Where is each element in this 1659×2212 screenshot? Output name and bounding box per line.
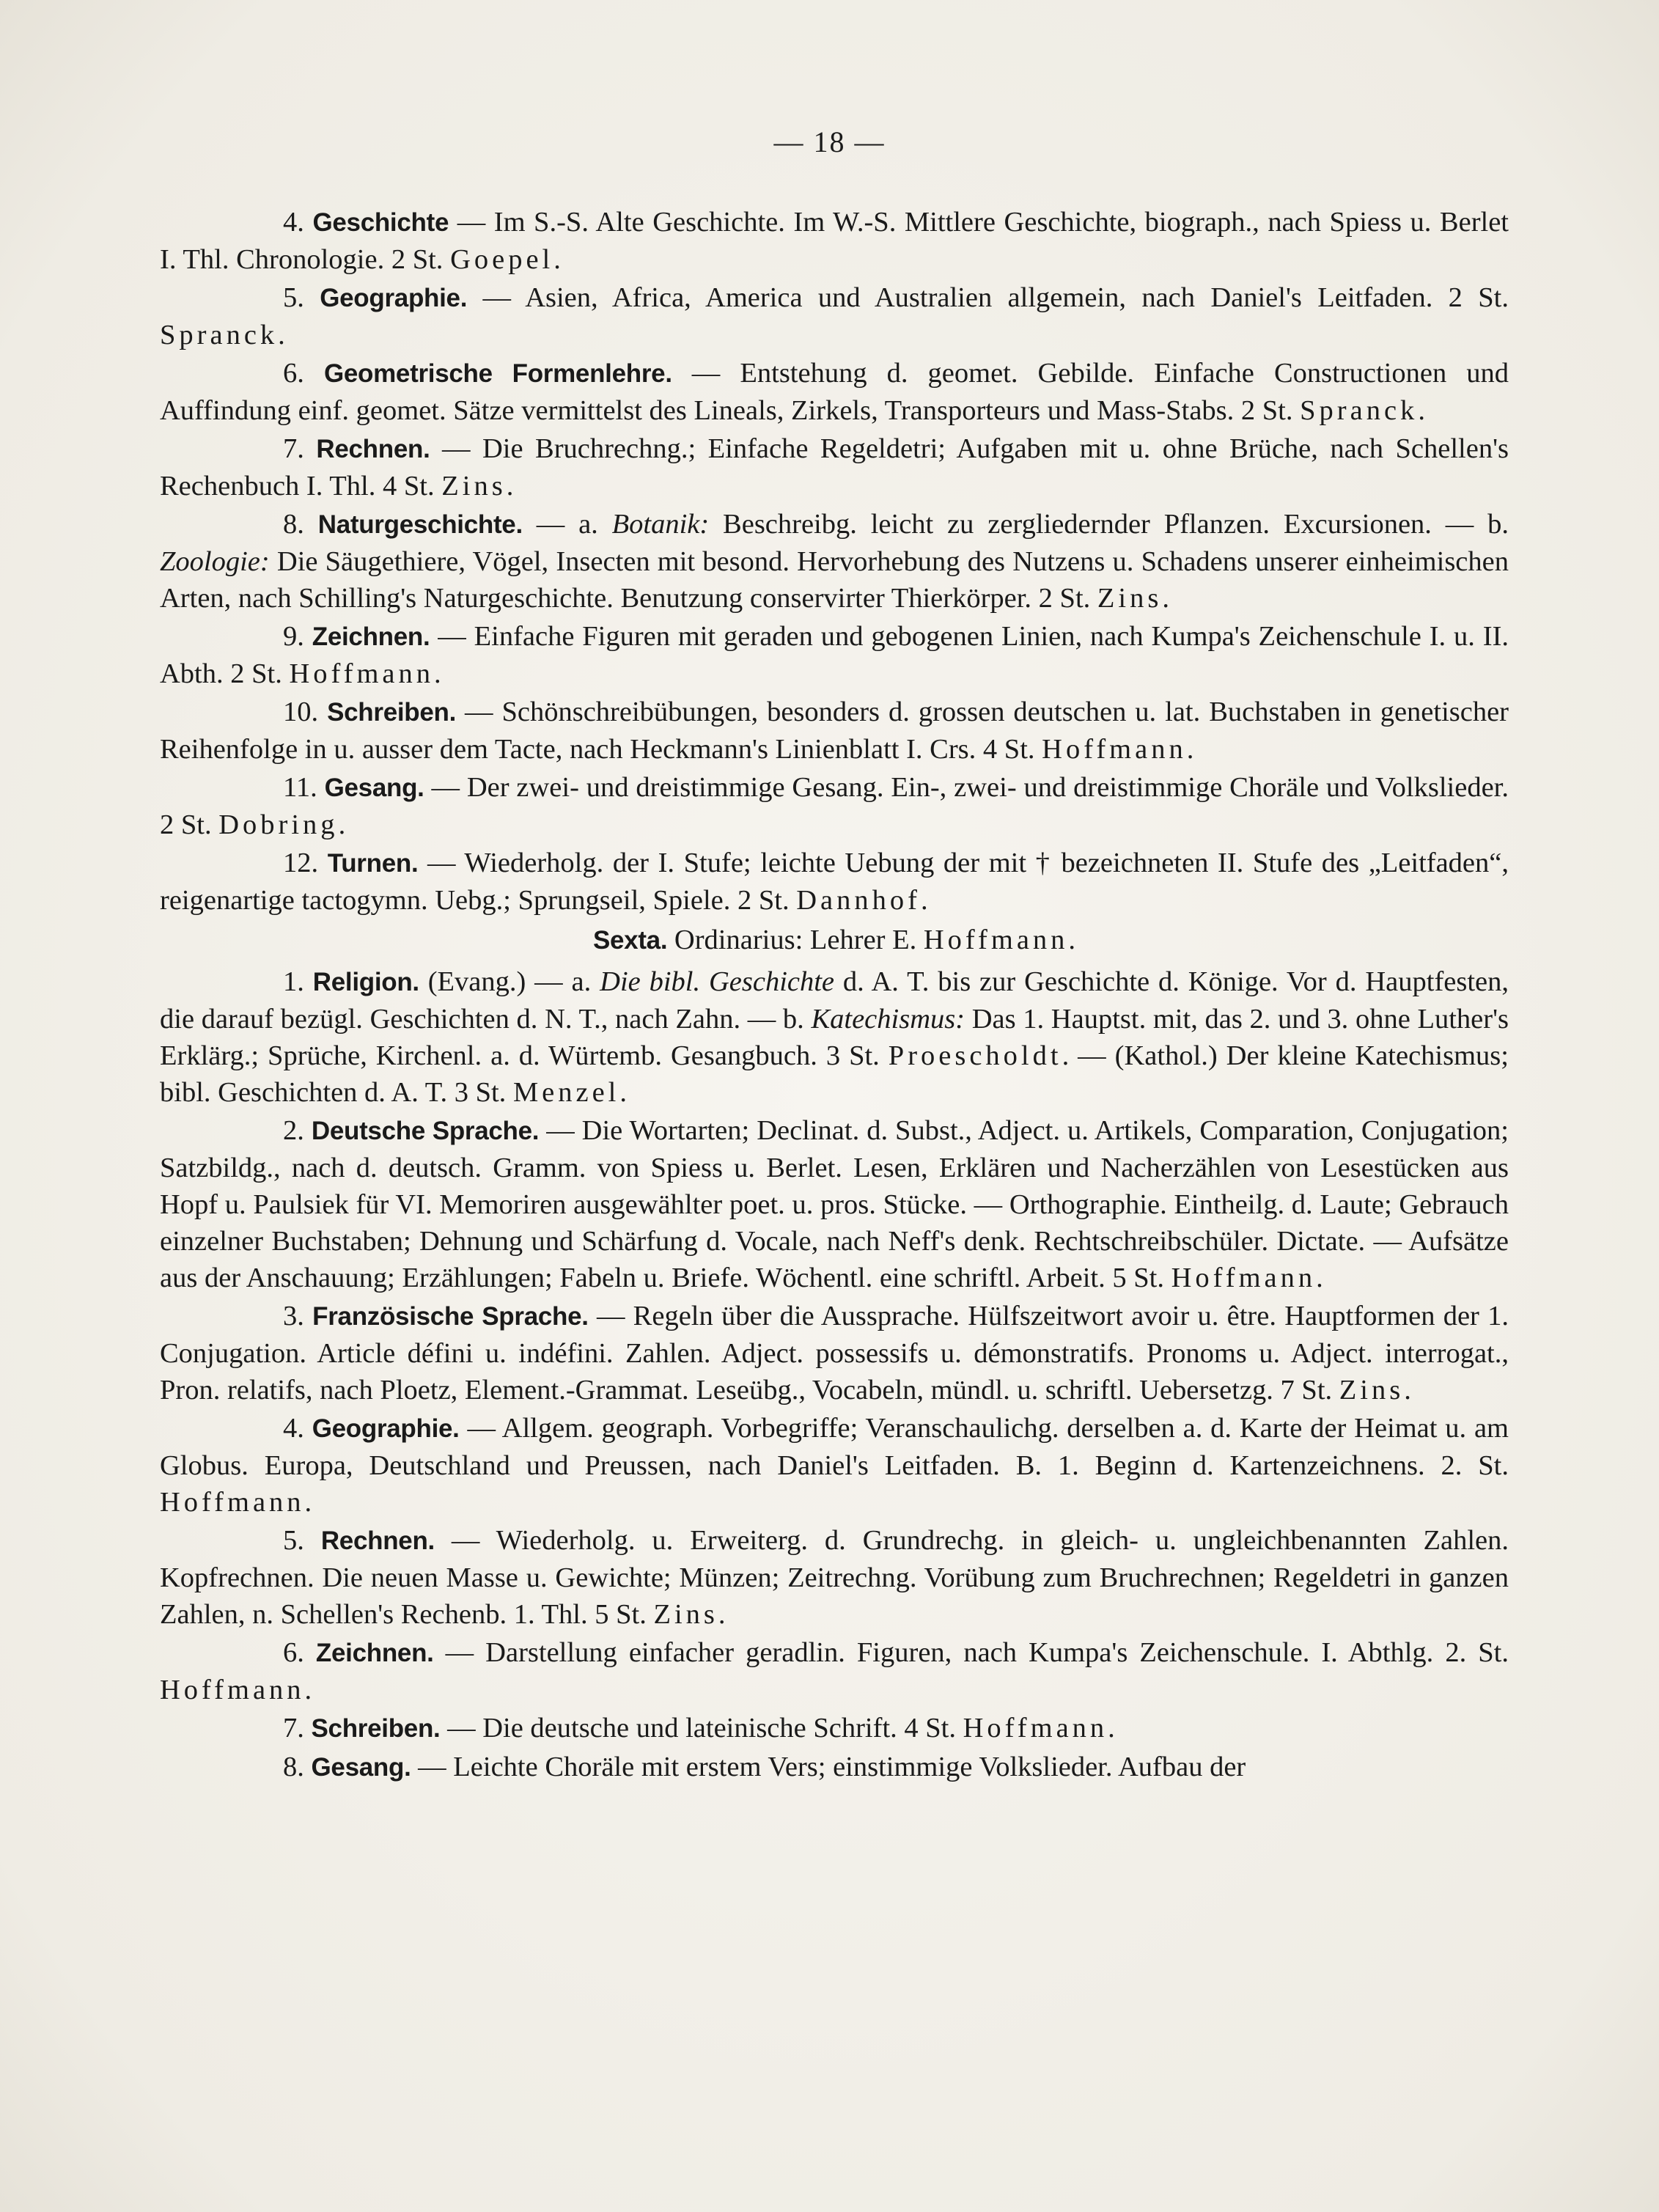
teacher-name: Hoffmann	[289, 658, 435, 689]
subject-paragraph	[160, 1749, 1509, 1786]
teacher-name: Spranck	[160, 320, 279, 350]
text-run: 4.	[283, 1413, 312, 1444]
text-run: — Die Bruchrechng.; Einfache Regeldetri; Aufgaben mit u. ohne Brüche, nach Schellen's Rechenbuch I. Thl. 4 St.	[160, 433, 1509, 501]
subject-paragraph	[160, 355, 1509, 429]
text-run: .	[338, 809, 346, 840]
text-run: — Entstehung d. geomet. Gebilde. Einfache Constructionen und Auffindung einf. geomet. Sätze vermittelst des Lineals, Zirkels, Transporteurs und Mass-Stabs. 2 St.	[160, 358, 1509, 426]
teacher-name: Zins	[1339, 1375, 1405, 1406]
teacher-name: Zins	[441, 471, 507, 501]
subject-heading: Gesang.	[324, 774, 424, 802]
text-run: .	[1068, 925, 1076, 955]
sexta-heading	[160, 922, 1509, 959]
page-number: — 18 —	[773, 125, 886, 158]
quinta-section	[160, 204, 1509, 919]
subject-heading: Geometrische Formenlehre.	[323, 359, 672, 388]
subject-heading: Schreiben.	[327, 698, 457, 727]
text-run: .	[619, 1077, 628, 1108]
text-run: . — (Kathol.) Der kleine Katechismus; bibl. Geschichten d. A. T. 3 St.	[160, 1040, 1509, 1108]
subject-paragraph	[160, 279, 1509, 353]
teacher-name: Zins	[653, 1599, 718, 1630]
subject-heading: Naturgeschichte.	[317, 510, 523, 539]
text-run: .	[920, 885, 928, 916]
teacher-name: Hoffmann	[1042, 734, 1187, 765]
subject-heading: Religion.	[312, 968, 419, 996]
text-run: — Allgem. geograph. Vorbegriffe; Veranschaulichg. derselben a. d. Karte der Heimat u. am Globus. Europa, Deutschland und Preussen, nach Daniel's Leitfaden. B. 1. Beginn d. Kartenzeichnens. 2. St.	[160, 1413, 1509, 1481]
text-run: 1.	[283, 966, 313, 997]
text-run: .	[304, 1675, 312, 1705]
text-run: .	[1404, 1375, 1411, 1406]
text-run: 12.	[283, 848, 328, 878]
text-run: 11.	[283, 772, 325, 803]
teacher-name: Hoffmann	[923, 925, 1069, 955]
subject-heading: Französische Sprache.	[312, 1302, 589, 1331]
topic-label: Zoologie:	[160, 546, 270, 577]
subject-heading: Schreiben.	[311, 1714, 441, 1743]
text-run: .	[1418, 395, 1425, 426]
subject-paragraph	[160, 1634, 1509, 1708]
subject-heading: Rechnen.	[320, 1526, 435, 1555]
topic-label: Die bibl. Geschichte	[600, 966, 835, 997]
topic-label: Botanik:	[611, 509, 710, 540]
text-run: .	[1186, 734, 1194, 765]
text-run: 10.	[283, 697, 328, 727]
subject-heading: Rechnen.	[316, 435, 430, 463]
teacher-name: Hoffmann	[963, 1713, 1108, 1743]
subject-heading: Sexta.	[592, 926, 668, 955]
text-run: — Darstellung einfacher geradlin. Figuren, nach Kumpa's Zeichenschule. I. Abthlg. 2. St.	[433, 1637, 1509, 1668]
text-run: — Im S.-S. Alte Geschichte. Im W.-S. Mittlere Geschichte, biograph., nach Spiess u. Berlet I. Thl. Chronologie. 2 St.	[160, 207, 1509, 275]
text-run: Die Säugethiere, Vögel, Insecten mit besond. Hervorhebung des Nutzens u. Schadens unserer einheimischen Arten, nach Schilling's Naturgeschichte. Benutzung conservirter Thierkörper. 2 St.	[160, 546, 1509, 614]
subject-paragraph	[160, 1710, 1509, 1747]
teacher-name: Zins	[1097, 583, 1163, 614]
subject-paragraph	[160, 769, 1509, 843]
teacher-name: Hoffmann	[160, 1487, 305, 1518]
subject-paragraph	[160, 1298, 1509, 1408]
text-run: Das 1. Hauptst. mit, das 2. und 3. ohne Luther's Erklärg.; Sprüche, Kirchenl. a. d. Würtemb. Gesangbuch. 3 St.	[160, 1004, 1509, 1071]
text-run: — Einfache Figuren mit geraden und gebogenen Linien, nach Kumpa's Zeichenschule I. u. II. Abth. 2 St.	[160, 621, 1509, 689]
text-run: 6.	[283, 1637, 316, 1668]
subject-heading: Zeichnen.	[315, 1639, 434, 1667]
text-run: .	[278, 320, 285, 350]
subject-heading: Geschichte	[312, 208, 449, 237]
text-run: Beschreibg. leicht zu zergliedernder Pflanzen. Excursionen. — b.	[709, 509, 1509, 540]
text-run: .	[304, 1487, 312, 1518]
text-run: .	[434, 658, 441, 689]
text-run: 6.	[283, 358, 324, 389]
teacher-name: Dannhof	[796, 885, 921, 916]
text-run: 3.	[283, 1301, 313, 1331]
subject-heading: Gesang.	[311, 1753, 411, 1782]
text-run: .	[1316, 1263, 1323, 1293]
text-run: (Evang.) — a.	[419, 966, 600, 997]
text-run: — Wiederholg. der I. Stufe; leichte Uebung der mit † bezeichneten II. Stufe des „Leitfaden“, reigenartige tactogymn. Uebg.; Sprungseil, Spiele. 2 St.	[160, 848, 1509, 916]
text-run: .	[1108, 1713, 1115, 1743]
subject-paragraph	[160, 694, 1509, 768]
subject-heading: Geographie.	[320, 284, 468, 312]
text-run: 8.	[283, 509, 318, 540]
text-run: — Schönschreibübungen, besonders d. grossen deutschen u. lat. Buchstaben in genetischer Reihenfolge in u. ausser dem Tacte, nach Heckmann's Linienblatt I. Crs. 4 St.	[160, 697, 1509, 765]
teacher-name: Hoffmann	[160, 1675, 305, 1705]
text-run: 4.	[283, 207, 313, 238]
teacher-name: Menzel	[512, 1077, 620, 1108]
subject-paragraph	[160, 204, 1509, 278]
text-run: — Der zwei- und dreistimmige Gesang. Ein-, zwei- und dreistimmige Choräle und Volkslieder. 2 St.	[160, 772, 1509, 840]
text-run: Ordinarius: Lehrer E.	[667, 925, 924, 955]
subject-heading: Zeichnen.	[312, 622, 430, 651]
subject-paragraph	[160, 430, 1509, 504]
subject-paragraph	[160, 1410, 1509, 1521]
subject-paragraph	[160, 618, 1509, 692]
text-run: .	[553, 244, 561, 275]
topic-label: Katechismus:	[811, 1004, 965, 1035]
teacher-name: Dobring	[218, 809, 339, 840]
text-run: 2.	[283, 1115, 312, 1146]
subject-heading: Deutsche Sprache.	[311, 1117, 540, 1145]
text-run: — Die Wortarten; Declinat. d. Subst., Adject. u. Artikels, Comparation, Conjugation; Satzbildg., nach d. deutsch. Gramm. von Spiess u. Berlet. Lesen, Erklären und Nacherzählen von Lesestücken aus Hopf u. Paulsiek für VI. Memoriren ausgewählter poet. u. pros. Stücke. — Orthographie. Eintheilg. d. Laute; Gebrauch einzelner Buchstaben; Dehnung und Schärfung d. Vocale, nach Neff's denk. Rechtschreibschüler. Dictate. — Aufsätze aus der Anschauung; Erzählungen; Fabeln u. Briefe. Wöchentl. eine schriftl. Arbeit. 5 St.	[160, 1115, 1509, 1293]
teacher-name: Spranck	[1300, 395, 1419, 426]
subject-paragraph	[160, 1112, 1509, 1296]
teacher-name: Proescholdt	[888, 1040, 1062, 1071]
text-run: .	[506, 471, 514, 501]
text-run: 9.	[283, 621, 312, 652]
text-run: 7.	[283, 1713, 312, 1743]
document-body	[160, 204, 1509, 1787]
teacher-name: Hoffmann	[1171, 1263, 1317, 1293]
subject-paragraph	[160, 506, 1509, 617]
text-run: — Asien, Africa, America und Australien allgemein, nach Daniel's Leitfaden. 2 St.	[467, 282, 1509, 313]
text-run: — Regeln über die Aussprache. Hülfszeitwort avoir u. être. Hauptformen der 1. Conjugation. Article défini u. indéfini. Zahlen. Adject. possessifs u. démonstratifs. Pronoms u. Adject. interrogat., Pron. relatifs, nach Ploetz, Element.-Grammat. Leseübg., Vocabeln, mündl. u. schriftl. Uebersetzg. 7 St.	[160, 1301, 1509, 1406]
text-run: d. A. T. bis zur Geschichte d. Könige. Vor d. Hauptfesten, die darauf bezügl. Geschichten d. N. T., nach Zahn. — b.	[160, 966, 1509, 1035]
text-run: 8.	[283, 1752, 312, 1782]
text-run: .	[1162, 583, 1169, 614]
subject-paragraph	[160, 845, 1509, 919]
subject-heading: Turnen.	[327, 849, 419, 878]
text-run: — Leichte Choräle mit erstem Vers; einstimmige Volkslieder. Aufbau der	[411, 1752, 1246, 1782]
text-run: .	[718, 1599, 726, 1630]
text-run: — a.	[522, 509, 612, 540]
sexta-section	[160, 963, 1509, 1786]
subject-paragraph	[160, 1522, 1509, 1633]
text-run: — Wiederholg. u. Erweiterg. d. Grundrechg. in gleich- u. ungleichbenannten Zahlen. Kopfrechnen. Die neuen Masse u. Gewichte; Münzen; Zeitrechng. Vorübung zum Bruchrechnen; Regeldetri in ganzen Zahlen, n. Schellen's Rechenb. 1. Thl. 5 St.	[160, 1525, 1509, 1630]
text-run: 5.	[283, 282, 320, 313]
text-run: 7.	[283, 433, 317, 464]
text-run: — Die deutsche und lateinische Schrift. 4 St.	[440, 1713, 963, 1743]
text-run: 5.	[283, 1525, 321, 1556]
teacher-name: Goepel	[450, 244, 554, 275]
subject-heading: Geographie.	[312, 1414, 460, 1443]
subject-paragraph	[160, 963, 1509, 1111]
